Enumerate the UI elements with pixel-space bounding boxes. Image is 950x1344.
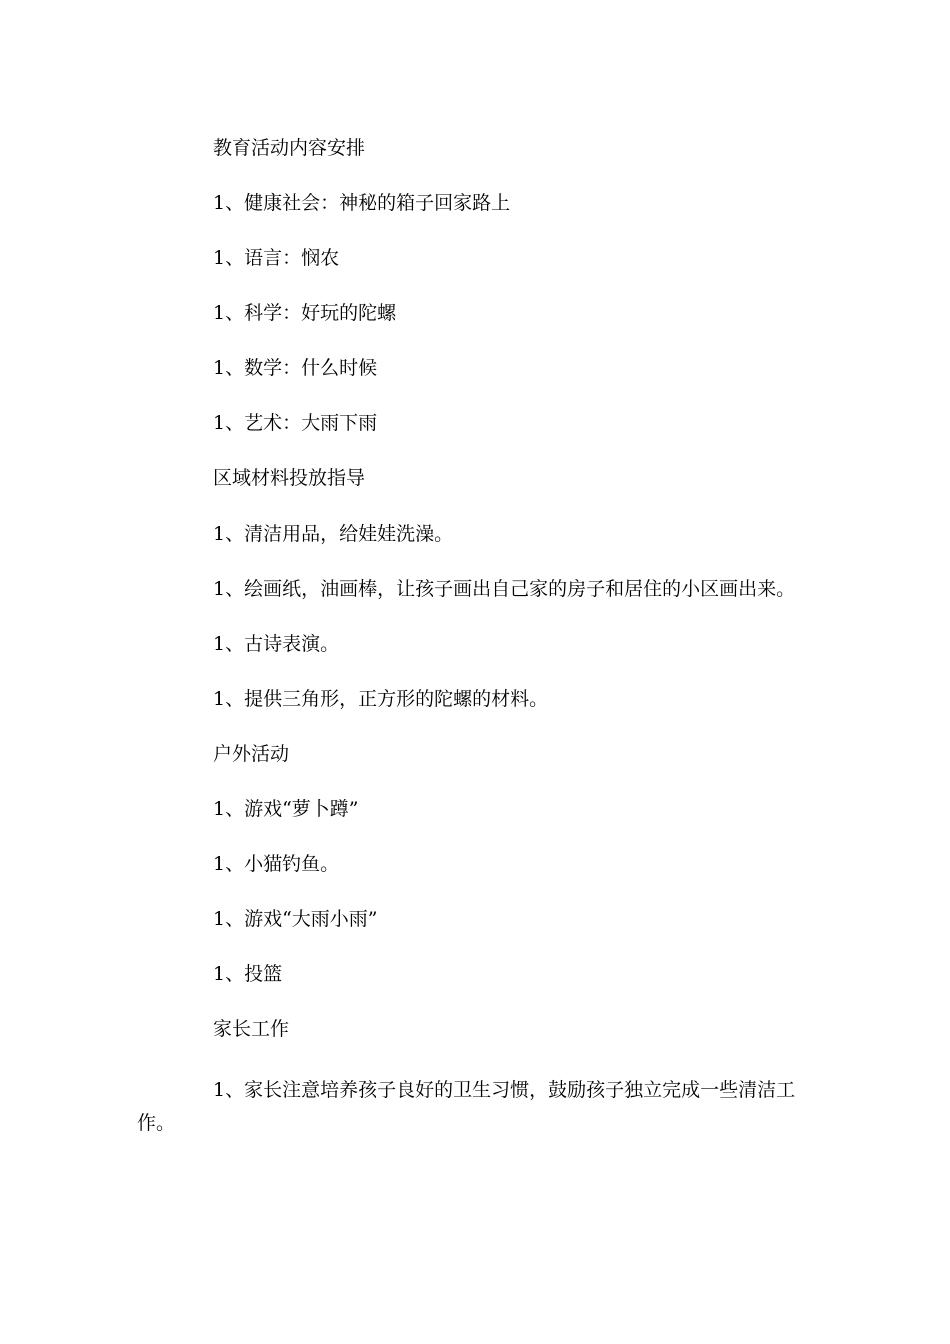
list-item: 1、投篮 bbox=[213, 963, 283, 985]
list-item: 1、健康社会：神秘的箱子回家路上 bbox=[213, 192, 511, 214]
section-heading-parents: 家长工作 bbox=[213, 1018, 290, 1040]
list-item: 1、古诗表演。 bbox=[213, 633, 340, 655]
list-item: 1、清洁用品，给娃娃洗澡。 bbox=[213, 523, 454, 545]
list-item: 1、提供三角形，正方形的陀螺的材料。 bbox=[213, 688, 549, 710]
section-heading-education: 教育活动内容安排 bbox=[213, 137, 366, 159]
list-item: 1、艺术：大雨下雨 bbox=[213, 412, 378, 434]
section-heading-materials: 区域材料投放指导 bbox=[213, 467, 366, 489]
list-item: 1、家长注意培养孩子良好的卫生习惯，鼓励孩子独立完成一些清洁工作。 bbox=[137, 1079, 796, 1134]
list-item: 1、数学：什么时候 bbox=[213, 357, 378, 379]
list-item: 1、游戏“大雨小雨” bbox=[213, 908, 378, 930]
list-item: 1、语言：悯农 bbox=[213, 247, 340, 269]
list-item: 1、游戏“萝卜蹲” bbox=[213, 798, 359, 820]
list-item: 1、科学：好玩的陀螺 bbox=[213, 302, 397, 324]
list-item: 1、小猫钓鱼。 bbox=[213, 853, 340, 875]
list-item: 1、绘画纸，油画棒，让孩子画出自己家的房子和居住的小区画出来。 bbox=[213, 578, 796, 600]
section-heading-outdoor: 户外活动 bbox=[213, 743, 290, 765]
